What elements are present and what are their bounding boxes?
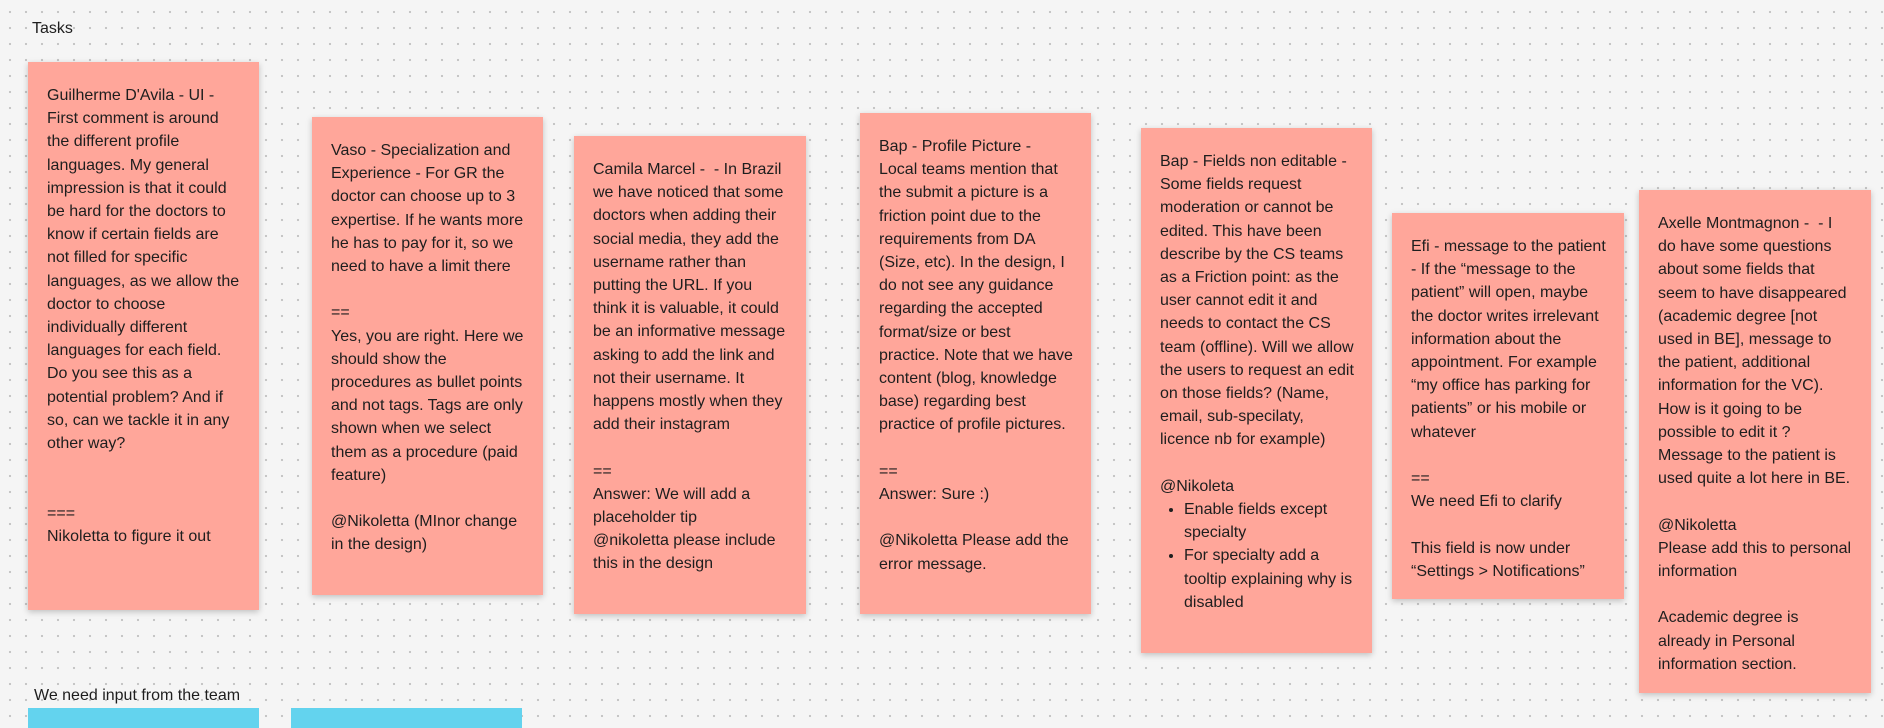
sticky-note-camila[interactable] [574, 136, 806, 614]
sticky-note-text: Bap - Fields non editable - Some fields request moderation or cannot be edited. This have been describe by the CS teams as a Friction point: as the user cannot edit it and needs to contact the CS team (offline). Will we allow the users to request an edit on those fields? (Name, email, sub-specilaty, licence nb for example) @Nikoleta [1160, 153, 1354, 495]
sticky-note-bap-fields[interactable] [1141, 128, 1372, 653]
sticky-note-axelle[interactable] [1639, 190, 1871, 693]
sticky-note-bullet: • Enable fields except specialty [1184, 498, 1354, 544]
section-title-tasks: Tasks [32, 20, 73, 37]
sticky-note-vaso[interactable] [312, 117, 543, 595]
sticky-note-text: Vaso - Specialization and Experience - For GR the doctor can choose up to 3 expertise. If he wants more he has to pay for it, so we need to have a limit there == Yes, you are right. Here we should show the procedures as bullet points and not tags. Tags are only shown when we select them as a procedure (paid feature) @Nikoletta (MInor change in the design) [331, 142, 524, 554]
sticky-note-text: Guilherme D'Avila - UI - First comment is around the different profile languages. My general impression is that it could be hard for the doctors to know if certain fields are not filled for specific languages, as we allow the doctor to choose individually different languages for each field. Do you see this as a potential problem? And if so, can we tackle it in any other way? === Nikoletta to figure it out [47, 87, 240, 545]
sticky-note-blue[interactable] [291, 708, 522, 728]
sticky-note-bullet-list [1160, 498, 1354, 614]
sticky-note-bap-profile-picture[interactable] [860, 113, 1091, 614]
section-title-input: We need input from the team [34, 687, 241, 704]
sticky-note-guilherme[interactable] [28, 62, 259, 610]
sticky-note-efi[interactable] [1392, 213, 1624, 599]
sticky-note-text: Efi - message to the patient - If the “message to the patient” will open, maybe the doctor writes irrelevant information about the appointment. For example “my office has parking for patients” or his mobile or whatever == We need Efi to clarify This field is now under “Settings > Notifications” [1411, 238, 1606, 580]
sticky-note-bullet: • For specialty add a tooltip explaining why is disabled [1184, 544, 1354, 614]
sticky-note-text: Axelle Montmagnon - - I do have some questions about some fields that seem to have disappeared (academic degree [not used in BE], message to the patient, additional information for the VC). How is it going to be possible to edit it ? Message to the patient is used quite a lot here in BE. @Nikoletta Please add this to personal information Academic degree is already in Personal information section. [1658, 215, 1852, 673]
sticky-note-blue[interactable] [28, 708, 259, 728]
sticky-note-text: Camila Marcel - - In Brazil we have noticed that some doctors when adding their social media, they add the username rather than putting the URL. If you think it is valuable, it could be an informative message asking to add the link and not their username. It happens mostly when they add their instagram == Answer: We will add a placeholder tip @nikoletta please include this in the design [593, 161, 786, 573]
sticky-note-text: Bap - Profile Picture - Local teams mention that the submit a picture is a friction point due to the requirements from DA (Size, etc). In the design, I do not see any guidance regarding the accepted format/size or best practice. Note that we have content (blog, knowledge base) regarding best practice of profile pictures. == Answer: Sure :) @Nikoletta Please add the error message. [879, 138, 1073, 573]
